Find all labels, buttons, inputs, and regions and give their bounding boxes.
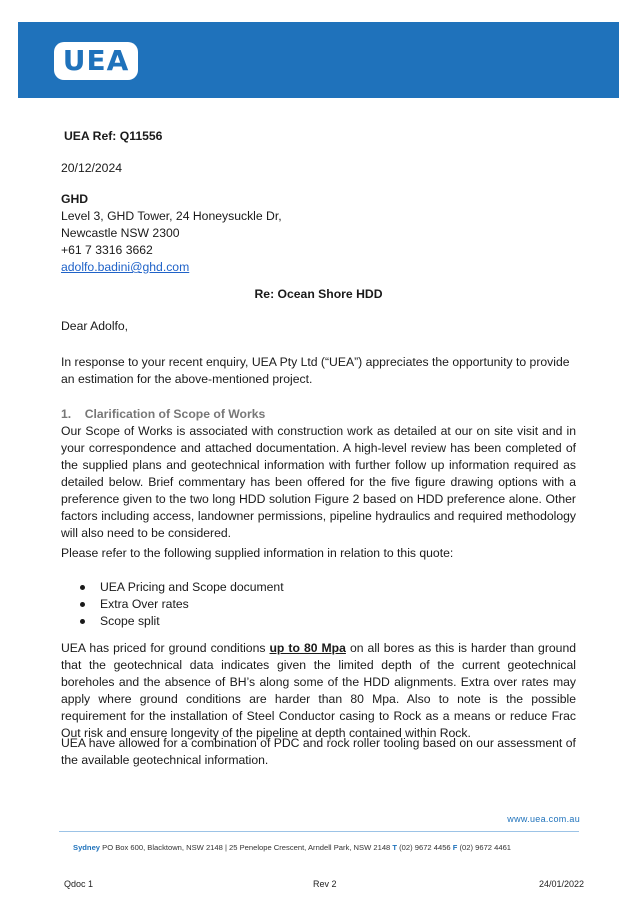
section-1-number: 1. (61, 407, 72, 421)
ground-conditions-paragraph (61, 640, 576, 742)
footer-fax-label: F (452, 843, 458, 852)
recipient-company: GHD (61, 192, 89, 206)
supplied-info-list (80, 579, 284, 630)
section-1-title: Clarification of Scope of Works (84, 407, 266, 421)
uea-logo (54, 42, 138, 80)
intro-paragraph: In response to your recent enquiry, UEA Pty Ltd (“UEA”) appreciates the opportunity to provide an estimation for the above-mentioned project. (61, 355, 570, 386)
scope-paragraph: Our Scope of Works is associated with construction work as detailed at our on site visit and in your correspondence and attached documentation. A high-level review has been completed of the supplied plans and geotechnical information with further follow up information required as detailed below. Brief commentary has been offered for the five figure drawing options with a preference given to the two long HDD solution Figure 2 based on HDD preference alone. Other factors including access, landowner permissions, pipeline hydraulics and required methodology will also need to be considered. (61, 424, 576, 540)
section-1-heading (61, 406, 265, 423)
footer-phone-label: T (392, 843, 398, 852)
footer-city: Sydney (73, 843, 101, 852)
ground-text-before: UEA has priced for ground conditions (61, 641, 270, 655)
footer-divider (59, 831, 579, 832)
footer-date: 24/01/2022 (538, 879, 584, 889)
recipient-email-link[interactable]: adolfo.badini@ghd.com (61, 260, 190, 274)
logo-text: UEA (62, 44, 130, 77)
subject-line: Re: Ocean Shore HDD (254, 287, 383, 301)
footer-phone: (02) 9672 4456 (397, 843, 453, 852)
reference-number: UEA Ref: Q11556 (64, 129, 163, 143)
ground-emphasis: up to 80 Mpa (269, 641, 346, 655)
list-item: UEA Pricing and Scope document (80, 579, 284, 596)
ground-text-after: on all bores as this is harder than ground that the geotechnical data indicates given the limited depth of the current geotechnical boreholes and the absence of BH’s along some of the HDD alignments. Extra over rates may apply where ground conditions are harder than 80 Mpa. Also to note is the possible requirement for the installation of Steel Conductor casing to Rock as a means or reduce Frac Out risk and ensure longevity of the pipeline at depth contained within Rock. (61, 641, 576, 740)
recipient-address-line1: Level 3, GHD Tower, 24 Honeysuckle Dr, (61, 209, 282, 223)
footer-address-text: PO Box 600, Blacktown, NSW 2148 | 25 Penelope Crescent, Arndell Park, NSW 2148 (100, 843, 393, 852)
recipient-address-line2: Newcastle NSW 2300 (61, 226, 180, 240)
header-banner (18, 22, 619, 98)
recipient-phone: +61 7 3316 3662 (61, 243, 153, 257)
recipient-block (61, 191, 282, 276)
list-item: Extra Over rates (80, 596, 284, 613)
letter-date: 20/12/2024 (61, 161, 122, 175)
tooling-paragraph: UEA have allowed for a combination of PDC and rock roller tooling based on our assessment of the available geotechnical information. (61, 736, 576, 767)
list-item: Scope split (80, 613, 284, 630)
salutation: Dear Adolfo, (61, 319, 129, 333)
footer-revision: Rev 2 (313, 879, 337, 889)
footer-fax: (02) 9672 4461 (457, 843, 512, 852)
footer-address (73, 843, 511, 852)
footer-doc-id: Qdoc 1 (64, 879, 94, 889)
footer-website: www.uea.com.au (507, 814, 580, 824)
refer-paragraph: Please refer to the following supplied information in relation to this quote: (61, 546, 454, 560)
